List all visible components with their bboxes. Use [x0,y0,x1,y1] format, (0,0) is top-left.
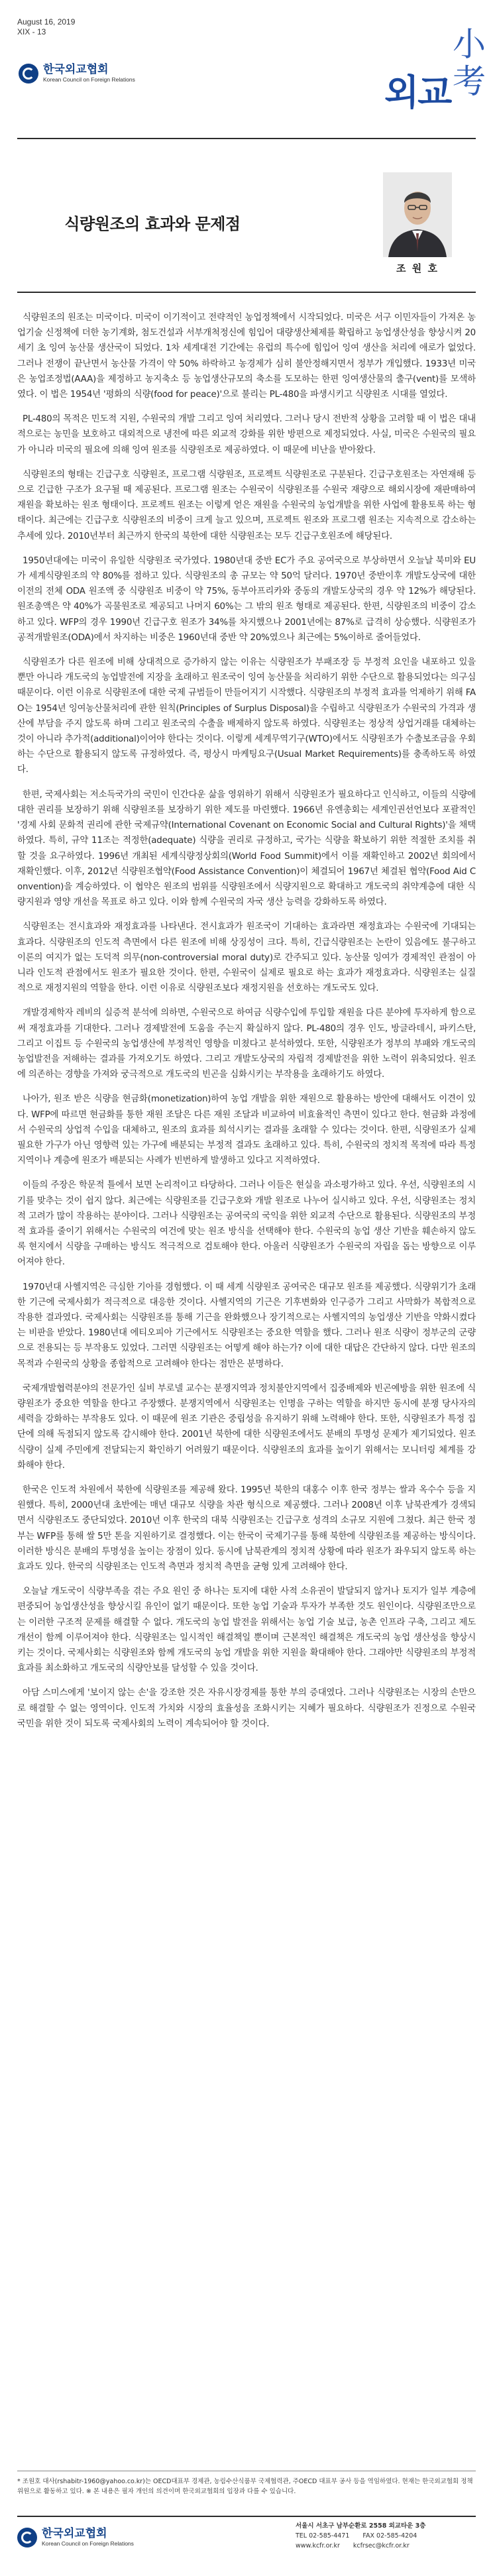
article-paragraph: 오늘날 개도국이 식량부족을 겪는 주요 원인 중 하나는 토지에 대한 사적 소유권이 발달되지 않거나 토지가 일부 계층에 편중되어 농업생산성을 향상시킬 유인이 없기 때문이다. 또한 농업 기술과 투자가 부족한 것도 원인이다. 식량원조만으로는 이러한 구조적 문제를 해결할 수 없다. 개도국의 농업 발전을 위해서는 농업 기술 보급, 농촌 인프라 구축, 그리고 제도 개선이 함께 이루어져야 한다. 식량원조는 일시적인 해결책일 뿐이며 근본적인 해결책은 개도국의 농업 생산성을 향상시키는 것이다. 국제사회는 식량원조와 함께 개도국의 농업 개발을 위한 지원을 확대해야 한다. 그래야만 식량원조의 부정적 효과를 최소화하고 개도국의 식량안보를 달성할 수 있을 것이다. [17,1587,476,1674]
footer-logo [17,2528,134,2548]
footer-fax-group [362,2531,417,2541]
article-paragraph: 나아가, 원조 받은 식량을 현금화(monetization)하여 농업 개발을 위한 재원으로 활용하는 방안에 대해서도 이견이 있다. WFP에 따르면 현금화를 통한 재원 조달은 다른 재원 조달과 비교하여 비효율적인 측면이 있다고 한다. 현금화 과정에서 수원국의 상업적 수입을 대체하고, 원조의 효과를 희석시키는 결과를 초래할 수 있다는 것이다. 한편, 식량원조가 실제 필요한 가구가 아닌 영향력 있는 가구에 배분되는 부정적 결과도 초래하고 있다. 특히, 수원국의 정치적 목적에 따라 특정 지역이나 계층에 원조가 배분되는 사례가 빈번하게 발생하고 있다고 지적하였다. [17,1094,476,1166]
issue-date: August 16, 2019 [17,17,76,27]
page-footer [17,2518,476,2558]
footer-org-name-en: Korean Council on Foreign Relations [42,2540,134,2547]
footer-org-name-block [42,2528,134,2548]
org-name-en: Korean Council on Foreign Relations [43,76,135,83]
org-name-ko: 한국외교협회 [43,63,109,76]
footer-web-row [296,2541,425,2551]
issue-volume: XIX - 13 [17,27,46,36]
author-photo [383,172,452,257]
article-paragraph: 한편, 국제사회는 저소득국가의 국민이 인간다운 삶을 영위하기 위해서 식량원조가 필요하다고 인식하고, 이들의 식량에 대한 권리를 보장하기 위해 식량원조를 보장하기 위한 제도를 마련했다. 1966년 유엔총회는 세계인권선언보다 포괄적인 '경제 사회 문화적 권리에 관한 국제규약(International Covenant on Economic Social and Cultural Rights)'을 채택하였다. 특히, 규약 11조는 적정한(adequate) 식량을 권리로 규정하고, 국가는 식량을 확보하기 위한 적절한 조치를 취할 것을 요구하였다. 1996년 개최된 세계식량정상회의(World Food Summit)에서 이를 재확인하고 2002년 회의에서 재확인했다. 이후, 2012년 식량원조협약(Food Assistance Convention)이 체결되어 1967년 체결된 협약(Food Aid Convention)을 계승하였다. 이 협약은 원조의 범위를 식량원조에서 식량지원으로 확대하고 개도국의 취약계층에 대한 식량지원과 영양 개선을 목표로 하고 있다. 이와 함께 수원국의 자국 생산 능력을 강화하도록 하였다. [17,789,476,908]
article-paragraph: 식량원조는 전시효과와 재정효과를 나타낸다. 전시효과가 원조국이 기대하는 효과라면 재정효과는 수원국에 기대되는 효과다. 식량원조의 인도적 측면에서 다른 원조에 비해 상징성이 크다. 특히, 긴급식량원조는 논란이 있음에도 불구하고 이론의 여지가 없는 도덕적 의무(non-controversial moral duty)로 간주되고 있다. 농산물 잉여가 경제적인 관점이 아니라 인도적 관점에서도 원조가 필요한 것이다. 한편, 수원국이 실제로 필요로 하는 효과가 재정효과다. 식량원조는 실질적으로 재정지원의 역할을 한다. 이런 이유로 식량원조보다 재정지원을 선호하는 개도국도 있다. [17,922,476,994]
article-paragraph: 식량원조가 다른 원조에 비해 상대적으로 증가하지 않는 이유는 식량원조가 부패조장 등 부정적 요인을 내포하고 있을 뿐만 아니라 개도국의 농업발전에 지장을 초래하고 원조국이 잉여 농산물을 처리하기 위한 수단으로 활용되었다는 의구심 때문이다. 이런 이유로 식량원조에 대한 국제 규범들이 만들어지기 시작했다. 식량원조의 부정적 효과를 억제하기 위해 FAO는 1954년 잉여농산물처리에 관한 원칙(Principles of Surplus Disposal)을 수립하고 식량원조가 수원국의 가격과 생산에 부담을 주지 않도록 하며 그리고 원조국의 수출을 배제하지 않도록 하였다. 식량원조는 정상적 상업거래를 대체하는 것이 아니라 추가적(additional)이어야 한다는 것이다. 이렇게 세계무역기구(WTO)에서도 식량원조가 수출보조금을 우회하는 수단으로 활용되지 않도록 규정하였다. 즉, 평상시 마케팅요구(Usual Market Requirements)를 충족하도록 하였다. [17,657,476,775]
footer-website-link[interactable]: www.kcfr.or.kr [296,2542,340,2549]
footer-tel-group [296,2531,349,2541]
article-paragraph: 아담 스미스에게 '보이지 않는 손'을 강조한 것은 자유시장경제를 통한 부의 증대였다. 그러나 식량원조는 시장의 손만으로 해결할 수 없는 영역이다. 인도적 가치와 시장의 효율성을 조화시키는 지혜가 필요하다. 식량원조가 진정으로 수원국 국민을 위한 것이 되도록 국제사회의 노력이 계속되어야 할 것이다. [17,1688,476,1729]
footer-contact [296,2521,425,2551]
footer-tel-label: TEL [296,2532,307,2540]
author-portrait-image [383,172,452,257]
title-rule [17,292,476,293]
footer-address: 서울시 서초구 남부순환로 2558 외교타운 3층 [296,2522,426,2530]
footer-tel: 02-585-4471 [309,2532,350,2540]
footer-org-name-ko: 한국외교협회 [42,2527,107,2540]
article-title: 식량원조의 효과와 문제점 [64,215,241,233]
article-paragraph: 한국은 인도적 차원에서 북한에 식량원조를 제공해 왔다. 1995년 북한의 대홍수 이후 한국 정부는 쌀과 옥수수 등을 지원했다. 특히, 2000년대 초반에는 매년 대규모 식량을 차관 형식으로 제공했다. 그러나 2008년 이후 남북관계가 경색되면서 식량원조도 중단되었다. 2010년 이후 한국의 대북 식량원조는 긴급구호 성격의 소규모 지원에 그쳤다. 최근 한국 정부는 WFP를 통해 쌀 5만 톤을 지원하기로 결정했다. 이는 한국이 국제기구를 통해 북한에 식량원조를 제공하는 방식이다. 이러한 방식은 분배의 투명성을 높이는 장점이 있다. 동시에 남북관계의 정치적 상황에 따라 원조가 좌우되지 않도록 하는 효과도 있다. 한국의 식량원조는 인도적 측면과 정치적 측면을 균형 있게 고려해야 한다. [17,1485,476,1573]
footer-fax-label: FAX [362,2532,375,2540]
org-emblem-icon [19,64,38,84]
org-logo [19,64,135,84]
article-paragraph: 이들의 주장은 학문적 틀에서 보면 논리적이고 타당하다. 그러나 이들은 현실을 과소평가하고 있다. 우선, 식량원조의 시기를 맞추는 것이 쉽지 않다. 최근에는 식량원조를 긴급구호와 개발 원조로 나누어 실시하고 있다. 우선, 식량원조는 정치적 고려가 많이 작용하는 분야이다. 그러나 식량원조는 공여국의 국익을 위한 외교적 수단으로 활용된다. 식량원조의 부정적 효과를 줄이기 위해서는 수원국의 여건에 맞는 원조 방식을 선택해야 한다. 수원국의 농업 생산 기반을 훼손하지 않도록 현지에서 식량을 구매하는 방식도 적극적으로 검토해야 한다. 아울러 식량원조가 수원국의 자립을 돕는 방향으로 이루어져야 한다. [17,1180,476,1268]
footer-email-link[interactable]: kcfrsec@kcfr.or.kr [353,2542,410,2549]
article-paragraph: PL-480의 목적은 민도적 지원, 수원국의 개발 그리고 잉여 처리였다. 그러나 당시 전반적 상황을 고려할 때 이 법은 대내적으로는 농민을 보호하고 대외적으로 냉전에 따른 외교적 강화를 위한 방편으로 제정되었다. 사실, 미국은 수원국의 필요가 아니라 미국의 필요에 의해 잉여 원조를 식량원조로 제공하였다. 이 때문에 비난을 받아왔다. [17,414,476,455]
author-name: 조 원 호 [396,262,439,274]
header-rule [17,138,476,139]
footer-rule [17,2516,476,2517]
article-paragraph: 1970년대 사헬지역은 극심한 기아를 경험했다. 이 때 세계 식량원조 공여국은 대규모 원조를 제공했다. 식량위기가 초래한 기근에 국제사회가 적극적으로 대응한 것이다. 사헬지역의 기근은 기후변화와 인구증가 그리고 사막화가 복합적으로 작용한 결과였다. 국제사회는 식량원조를 통해 기근을 완화했으나 장기적으로는 사헬지역의 농업생산 기반을 약화시켰다는 비판을 받았다. 1980년대 에티오피아 기근에서도 식량원조는 중요한 역할을 했다. 그러나 원조 식량이 정부군의 군량으로 전용되는 등 부작용도 있었다. 그러면 식량원조는 어떻게 해야 하는가? 이에 대한 대답은 간단하지 않다. 다만 원조의 목적과 수원국의 상황을 종합적으로 고려해야 한다는 점만은 분명하다. [17,1282,476,1369]
footer-fax: 02-585-4204 [376,2532,417,2540]
article-body [17,310,476,1741]
article-paragraph: 1950년대에는 미국이 유일한 식량원조 국가였다. 1980년대 중반 EC가 주요 공여국으로 부상하면서 오늘날 북미와 EU가 세계식량원조의 약 80%를 점하고 있다. 식량원조의 총 규모는 약 50억 달러다. 1970년 중반이후 개발도상국에 대한 이전의 전체 ODA 원조액 중 식량원조 비중이 약 75%, 동부아프리카와 중동의 개발도상국의 경우 약 12%가 해당된다. 원조총액은 약 40%가 곡물원조로 제공되고 나머지 60%는 그 밖의 원조 형태로 제공된다. 한편, 식량원조의 비중이 감소하고 있다. WFP의 경우 1990년 긴급구호 원조가 34%를 차지했으나 2001년에는 87%로 급격히 상승했다. 식량원조가 공적개발원조(ODA)에서 차지하는 비중은 1960년대 중반 약 20%였으나 최근에는 5%이하로 줄어들었다. [17,555,476,643]
org-name-block [43,64,135,84]
column-brand-word: 외교 [384,72,451,113]
author-footnote: * 조원호 대사(rshabitr-1960@yahoo.co.kr)는 OECD대표부 경제관, 농림수산식품부 국제협력관, 주OECD 대표부 공사 등을 역임하였다. 현재는 한국외교협회 정책위원으로 활동하고 있다. ※ 본 내용은 필자 개인의 의견이며 한국외교협회의 입장과 다를 수 있습니다. [17,2478,473,2495]
issue-info [17,17,75,37]
column-brand [384,27,484,126]
article-paragraph: 국제개발협력분야의 전문가인 실비 부로넬 교수는 분쟁지역과 정치불안지역에서 집중배제와 빈곤예방을 위한 원조에 식량원조가 중요한 역할을 한다고 주장했다. 분쟁지역에서 식량원조는 인명을 구하는 역할을 하지만 동시에 분쟁 당사자의 세력을 강화하는 부작용도 있다. 이 때문에 원조 기관은 중립성을 유지하기 위해 노력해야 한다. 또한, 식량원조가 특정 집단에 의해 독점되지 않도록 감시해야 한다. 2001년 북한에 대한 식량원조에서도 분배의 투명성 문제가 제기되었다. 원조 식량이 실제 주민에게 전달되는지 확인하기 어려웠기 때문이다. 식량원조의 효과를 높이기 위해서는 모니터링 체계를 강화해야 한다. [17,1383,476,1471]
article-paragraph: 식량원조의 원조는 미국이다. 미국이 이기적이고 전략적인 농업정책에서 시작되었다. 미국은 서구 이민자들이 가져온 농업기술 신정책에 더한 농기계화, 첨도건설과 서부개척정신에 힘입어 대량생산체제를 확립하고 농업생산성을 향상시켜 20세기 초 잉여 농산물 생산국이 되었다. 1차 세계대전 기간에는 유럽의 특수에 힘입어 잉여 생산을 처리에 애로가 없었다. 그러나 전쟁이 끝난면서 농산물 가격이 약 50% 하락하고 농경제가 심히 불안정해지면서 정부가 개입했다. 1933년 미국은 농업조정법(AAA)을 제정하고 농지축소 등 농업생산규모의 축소를 도모하는 한편 잉여생산물의 출구(vent)를 모색하였다. 이 법은 1954년 '평화의 식량(food for peace)'으로 불리는 PL-480을 파생시키고 식량원조 시대를 열었다. [17,313,476,400]
footer-emblem-icon [17,2528,37,2548]
article-paragraph: 개발경제학자 레비의 실증적 분석에 의하면, 수원국으로 하여금 식량수입에 투입할 재원을 다른 분야에 투자하게 함으로써 재정효과를 기대한다. 그러나 경제발전에 도움을 주는지 확실하지 않다. PL-480의 경우 인도, 방글라데시, 파키스탄, 그리고 이집트 등 수원국의 농업생산에 부정적인 영향을 미쳤다고 분석하였다. 또한, 식량원조가 정부의 부패와 개도국의 농업발전을 저해하는 결과를 가져오기도 하였다. 그리고 개발도상국의 자립적 경제발전을 위한 노력이 위축되었다. 원조에 의존하는 경향을 가져와 궁극적으로 개도국의 빈곤을 심화시키는 부작용을 초래하기도 하였다. [17,1008,476,1080]
column-brand-chars: 小考 [447,27,486,101]
article-paragraph: 식량원조의 형태는 긴급구호 식량원조, 프로그램 식량원조, 프로젝트 식량원조로 구분된다. 긴급구호원조는 자연재해 등으로 긴급한 구조가 요구될 때 제공된다. 프로그램 원조는 수원국이 식량원조를 수원국 재량으로 해외시장에 재판매하여 재원을 확보하는 원조 형태이다. 프로젝트 원조는 이렇게 얻은 재원을 수원국의 농업개발을 위한 사업에 활용토록 하는 형태이다. 최근에는 긴급구호 식량원조의 비중이 크게 늘고 있으며, 프로젝트 원조와 프로그램 원조는 지속적으로 감소하는 추세에 있다. 2010년부터 최근까지 한국의 북한에 대한 식량원조는 모두 긴급구호원조에 해당된다. [17,469,476,541]
footer-phone-row [296,2531,425,2541]
